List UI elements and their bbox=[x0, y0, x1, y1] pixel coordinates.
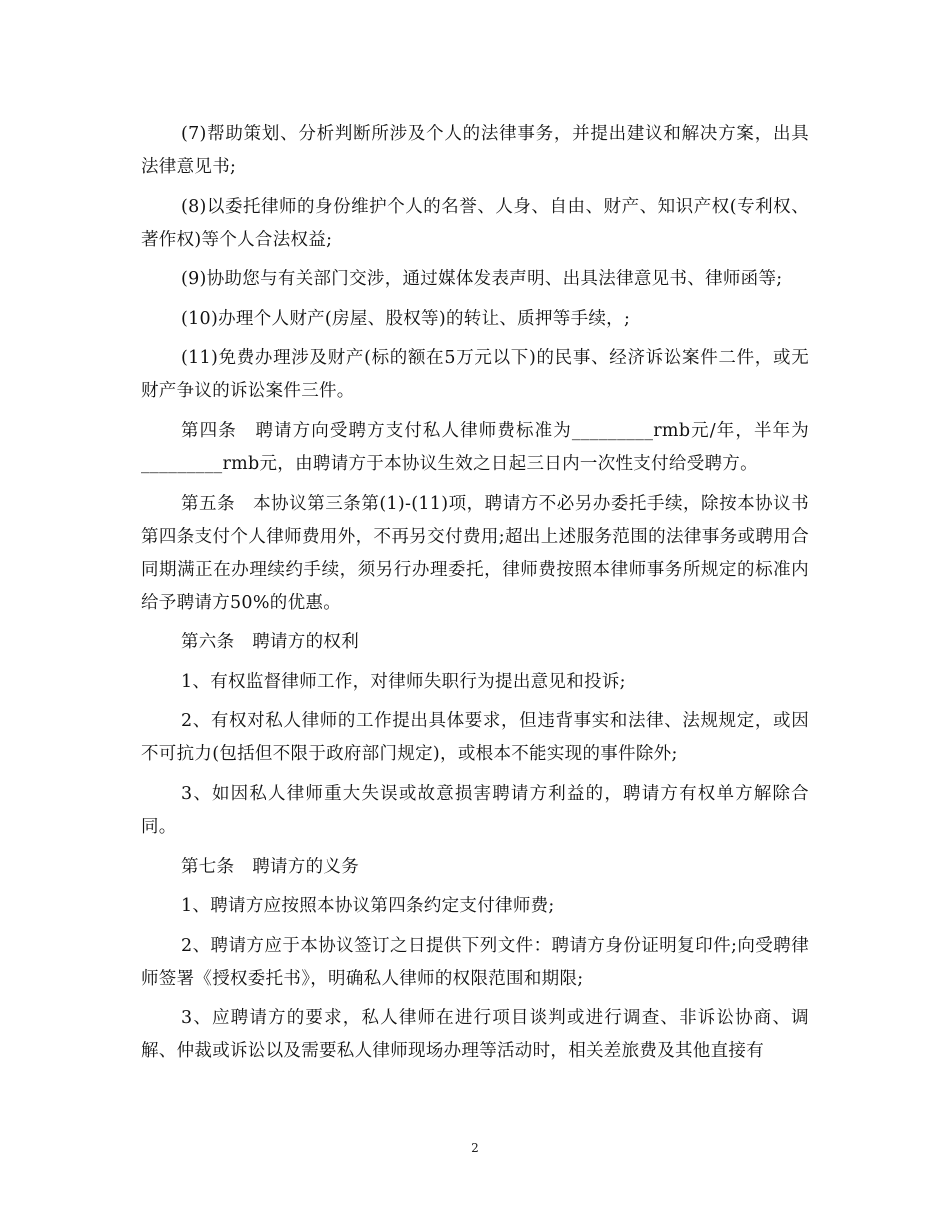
article-6-heading: 第六条 聘请方的权利 bbox=[181, 632, 359, 653]
paragraph-item-11: (11)免费办理涉及财产(标的额在5万元以下)的民事、经济诉讼案件二件，或无财产争议的诉讼案件三件。 bbox=[141, 348, 809, 402]
article-7-heading: 第七条 聘请方的义务 bbox=[181, 856, 359, 877]
paragraph-item-8: (8)以委托律师的身份维护个人的名誉、人身、自由、财产、知识产权(专利权、著作权)等个人合法权益; bbox=[141, 196, 809, 250]
document-body bbox=[141, 118, 809, 1075]
article-4-paragraph: 第四条 聘请方向受聘方支付私人律师费标准为_________rmb元/年，半年为_________rmb元，由聘请方于本协议生效之日起三日内一次性支付给受聘方。 bbox=[141, 420, 809, 474]
article-5-paragraph: 第五条 本协议第三条第(1)-(11)项，聘请方不必另办委托手续，除按本协议书第四条支付个人律师费用外，不再另交付费用;超出上述服务范围的法律事务或聘用合同期满正在办理续约手续，须另行办理委托，律师费按照本律师事务所规定的标准内给予聘请方50%的优惠。 bbox=[141, 493, 809, 613]
paragraph-item-10: (10)办理个人财产(房屋、股权等)的转让、质押等手续，; bbox=[181, 308, 631, 329]
article-6-right-2: 2、有权对私人律师的工作提出具体要求，但违背事实和法律、法规规定，或因不可抗力(包括但不限于政府部门规定)，或根本不能实现的事件除外; bbox=[141, 711, 809, 765]
article-7-duty-2: 2、聘请方应于本协议签订之日提供下列文件：聘请方身份证明复印件;向受聘律师签署《授权委托书》，明确私人律师的权限范围和期限; bbox=[141, 935, 809, 989]
article-7-duty-3: 3、应聘请方的要求，私人律师在进行项目谈判或进行调查、非诉讼协商、调解、仲裁或诉讼以及需要私人律师现场办理等活动时，相关差旅费及其他直接有 bbox=[141, 1008, 809, 1062]
article-7-duty-1: 1、聘请方应按照本协议第四条约定支付律师费; bbox=[181, 896, 555, 917]
article-6-right-1: 1、有权监督律师工作，对律师失职行为提出意见和投诉; bbox=[181, 671, 626, 692]
paragraph-item-7: (7)帮助策划、分析判断所涉及个人的法律事务，并提出建议和解决方案，出具法律意见书; bbox=[141, 124, 809, 177]
page-number: 2 bbox=[471, 1141, 479, 1155]
paragraph-item-9: (9)协助您与有关部门交涉，通过媒体发表声明、出具法律意见书、律师函等; bbox=[181, 269, 783, 290]
article-6-right-3: 3、如因私人律师重大失误或故意损害聘请方利益的，聘请方有权单方解除合同。 bbox=[141, 783, 809, 837]
